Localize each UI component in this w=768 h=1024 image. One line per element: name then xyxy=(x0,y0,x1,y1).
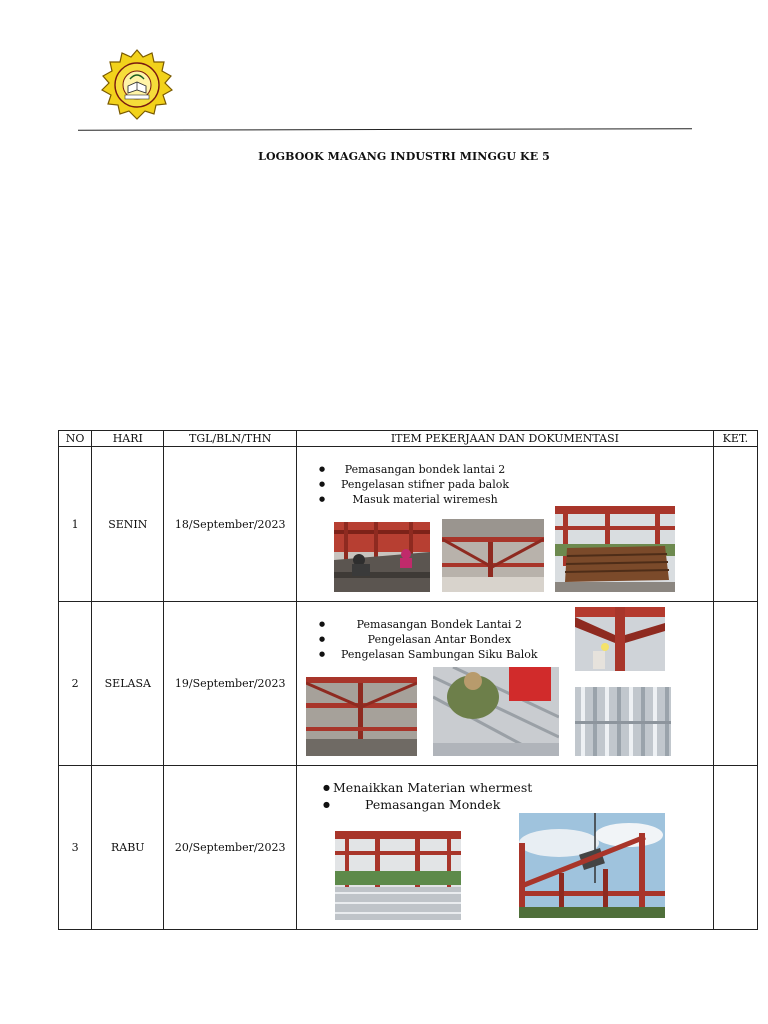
institution-seal-icon xyxy=(96,48,178,124)
row-tgl: 20/September/2023 xyxy=(164,766,297,930)
row-no: 1 xyxy=(59,447,92,602)
documentation-photo xyxy=(555,506,675,592)
documentation-photo xyxy=(575,687,671,756)
row-tgl: 18/September/2023 xyxy=(164,447,297,602)
header-hari: HARI xyxy=(92,431,164,447)
list-item: ● Masuk material wiremesh xyxy=(317,492,509,507)
list-item: ● Pengelasan Antar Bondex xyxy=(317,632,538,647)
documentation-photo xyxy=(433,667,559,756)
work-item-list xyxy=(321,779,532,813)
row-hari: RABU xyxy=(92,766,164,930)
table-header-row xyxy=(59,431,758,447)
row-hari: SELASA xyxy=(92,602,164,766)
row-no: 3 xyxy=(59,766,92,930)
list-item: ● Pemasangan bondek lantai 2 xyxy=(317,462,509,477)
table-row xyxy=(59,602,758,766)
row-tgl: 19/September/2023 xyxy=(164,602,297,766)
list-item: ● Pengelasan stifner pada balok xyxy=(317,477,509,492)
row-items xyxy=(297,602,714,766)
header-divider xyxy=(78,128,692,131)
documentation-photo xyxy=(519,813,665,918)
row-ket xyxy=(713,602,757,766)
list-item: ● Pemasangan Bondek Lantai 2 xyxy=(317,617,538,632)
header-item: ITEM PEKERJAAN DAN DOKUMENTASI xyxy=(297,431,714,447)
table-row xyxy=(59,766,758,930)
documentation-photo xyxy=(306,677,417,756)
row-ket xyxy=(713,447,757,602)
documentation-photo xyxy=(442,519,544,592)
header-ket: KET. xyxy=(713,431,757,447)
logbook-table xyxy=(58,430,758,930)
row-items xyxy=(297,447,714,602)
work-item-list xyxy=(317,617,538,662)
row-items xyxy=(297,766,714,930)
institution-logo xyxy=(96,48,178,124)
header-no: NO xyxy=(59,431,92,447)
row-hari: SENIN xyxy=(92,447,164,602)
list-item: ● Pemasangan Mondek xyxy=(321,796,532,813)
row-no: 2 xyxy=(59,602,92,766)
row-ket xyxy=(713,766,757,930)
documentation-photo xyxy=(334,522,430,592)
header-tgl: TGL/BLN/THN xyxy=(164,431,297,447)
documentation-photo xyxy=(575,607,665,671)
documentation-photo xyxy=(335,831,461,920)
table-row xyxy=(59,447,758,602)
list-item: ● Pengelasan Sambungan Siku Balok xyxy=(317,647,538,662)
list-item: ● Menaikkan Materian whermest xyxy=(321,779,532,796)
work-item-list xyxy=(317,462,509,507)
document-title: LOGBOOK MAGANG INDUSTRI MINGGU KE 5 xyxy=(258,150,550,163)
